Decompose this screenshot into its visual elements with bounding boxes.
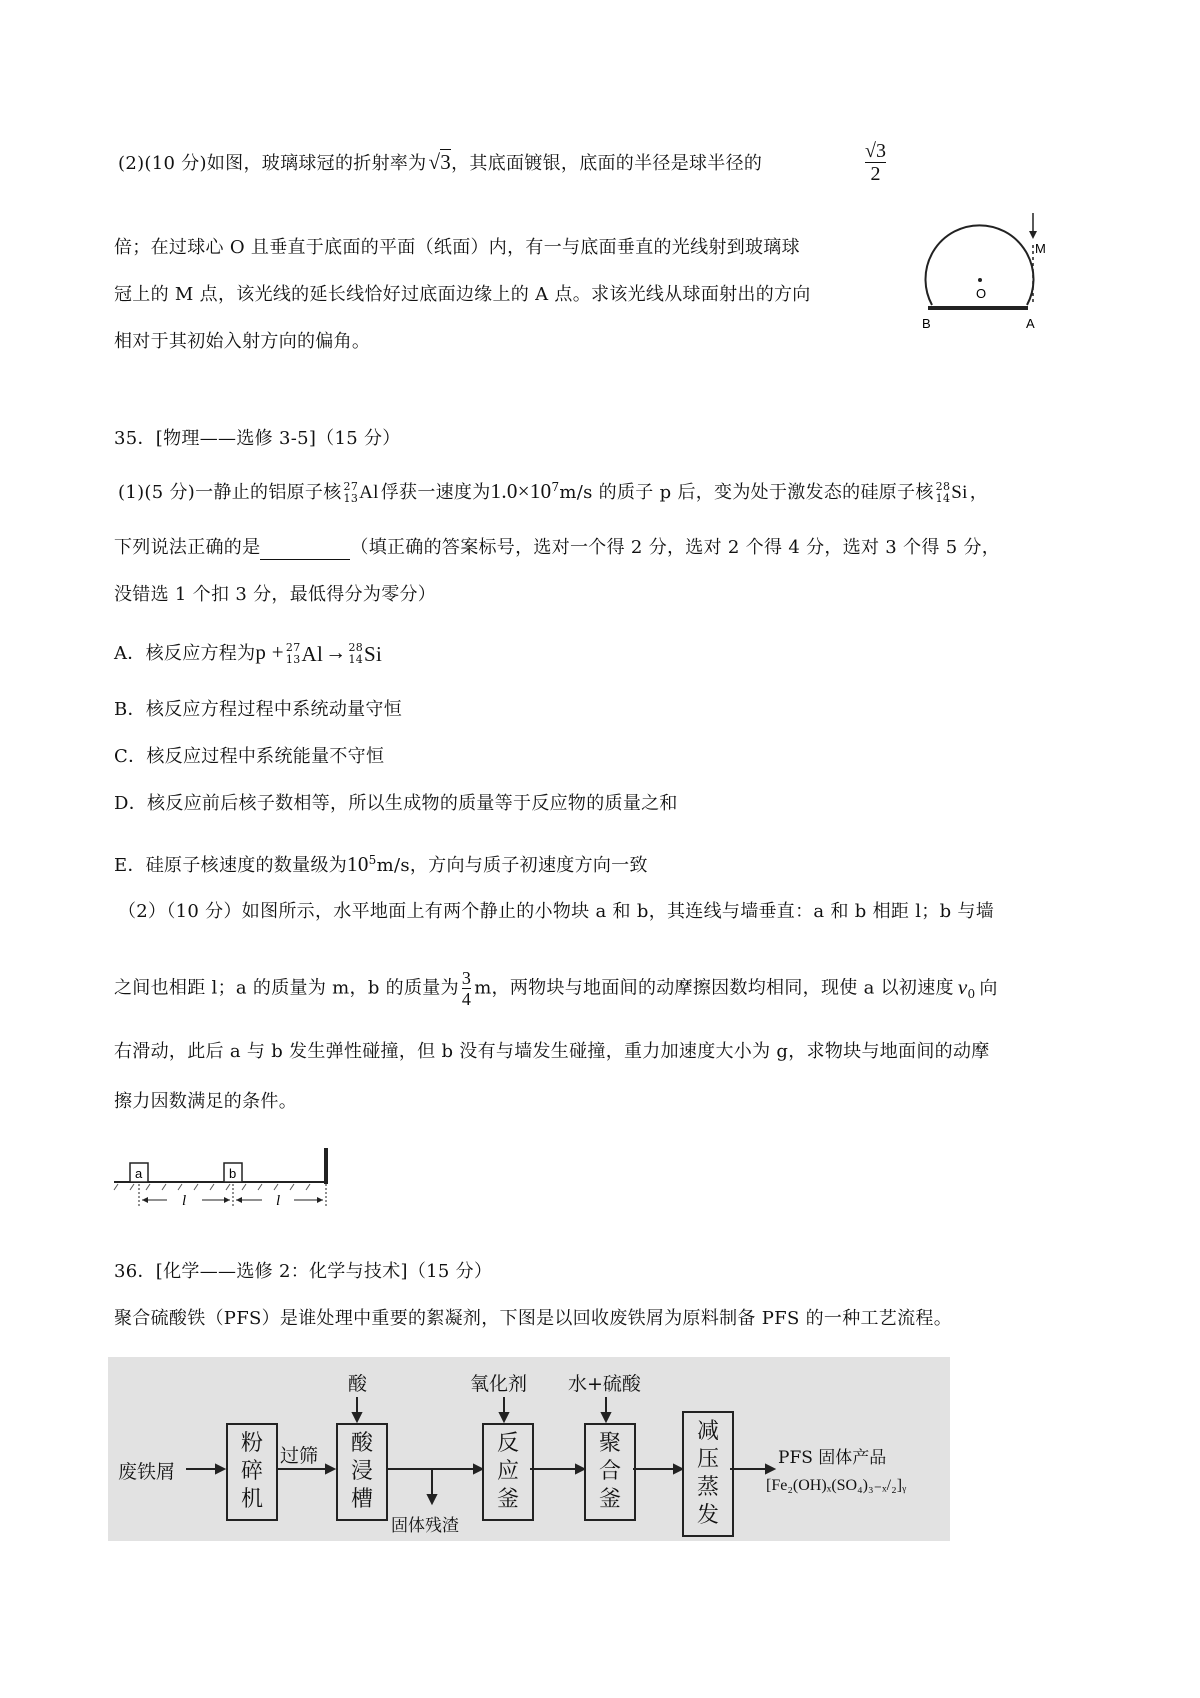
q35-p1-end: ， [969, 482, 989, 503]
q35-part2-line1: （2）（10 分）如图所示，水平地面上有两个静止的小物块 a 和 b，其连线与墙垂直：a 和 b 相距 l；b 与墙 [118, 901, 995, 922]
distance-l-2: l [276, 1193, 281, 1209]
q35-option-e [114, 848, 648, 878]
q35-part2-line4: 擦力因数满足的条件。 [114, 1091, 297, 1112]
q35-option-b: B．核反应方程过程中系统动量守恒 [114, 699, 403, 720]
option-a-si-charge: 14 [348, 653, 364, 666]
q35-p1-mid2: m/s 的质子 p 后，变为处于激发态的硅原子核 [559, 482, 934, 503]
reactor-char-2: 应 [496, 1459, 519, 1484]
speed-exponent: 7 [551, 480, 560, 494]
leach-char-3: 槽 [350, 1487, 373, 1512]
label-O: O [976, 286, 987, 301]
sqrt-3: √3 [428, 150, 452, 174]
poly-char-3: 釜 [598, 1487, 621, 1512]
q35-option-c: C．核反应过程中系统能量不守恒 [114, 746, 385, 767]
input-scrap-iron: 废铁屑 [118, 1461, 176, 1483]
water-sulfuric-acid-label: 水+硫酸 [568, 1373, 641, 1395]
label-B: B [922, 316, 931, 331]
q34-part2-line4: 相对于其初始入射方向的偏角。 [114, 331, 371, 352]
option-e-base: 10 [347, 852, 369, 876]
q34-part2-line3: 冠上的 M 点，该光线的延长线恰好过底面边缘上的 A 点。求该光线从球面射出的方向 [114, 284, 811, 305]
poly-char-1: 聚 [598, 1431, 621, 1456]
p2-line2-pre: 之间也相距 l；a 的质量为 m，b 的质量为 [114, 977, 459, 999]
label-A: A [1026, 316, 1035, 331]
v0-symbol: v [957, 974, 968, 999]
answer-blank[interactable] [260, 541, 350, 560]
evap-char-4: 发 [696, 1503, 719, 1528]
reaction-arrow: → [325, 640, 347, 664]
q35-part1-line2 [114, 536, 1000, 560]
al-nucleus [344, 481, 379, 505]
option-a-al [286, 642, 323, 666]
option-a-si [348, 642, 382, 666]
solid-residue-label: 固体残渣 [391, 1516, 459, 1536]
q35-line2-post: （填正确的答案标号，选对一个得 2 分，选对 2 个得 4 分，选对 3 个得 5 分， [350, 537, 1001, 558]
sqrt-radicand: 3 [440, 150, 452, 174]
reactor-char-1: 反 [496, 1431, 519, 1456]
poly-char-2: 合 [598, 1459, 621, 1484]
mass-fraction [462, 968, 471, 1009]
polymerization-kettle-box [584, 1423, 636, 1521]
option-a-text: A．核反应方程为 [114, 643, 256, 664]
distance-l-1: l [182, 1193, 187, 1209]
q35-heading: 35．[物理——选修 3-5]（15 分） [114, 428, 401, 449]
q35-line2-pre: 下列说法正确的是 [114, 537, 261, 558]
q34-part2-line2: 倍；在过球心 O 且垂直于底面的平面（纸面）内，有一与底面垂直的光线射到玻璃球 [114, 237, 800, 258]
q35-part1-line1 [118, 475, 988, 505]
option-a-si-symbol: Si [364, 642, 383, 666]
proton-speed: 1.0×10 [490, 479, 552, 503]
sieve-label: 过筛 [280, 1445, 319, 1467]
option-a-al-mass: 27 [285, 641, 301, 654]
si-symbol: Si [951, 482, 968, 503]
vacuum-evaporation-box [682, 1411, 734, 1537]
fraction-numerator: √3 [865, 140, 886, 162]
si-nucleus [936, 481, 968, 505]
mass-fraction-den: 4 [461, 989, 472, 1009]
si-mass-number: 28 [935, 480, 951, 493]
al-mass-number: 27 [343, 480, 359, 493]
q36-intro: 聚合硫酸铁（PFS）是谁处理中重要的絮凝剂，下图是以回收废铁屑为原料制备 PFS 的一种工艺流程。 [114, 1308, 953, 1329]
p2-line2-mid: m，两物块与地面间的动摩擦因数均相同，现使 a 以初速度 [474, 977, 954, 999]
option-a-al-charge: 13 [285, 653, 301, 666]
q35-part1-line3: 没错选 1 个扣 3 分，最低得分为零分） [114, 584, 437, 605]
al-charge-number: 13 [343, 492, 359, 505]
q34-part2-line1 [118, 150, 762, 176]
acid-leach-tank-box [336, 1423, 388, 1521]
q35-part2-line3: 右滑动，此后 a 与 b 发生弹性碰撞，但 b 没有与墙发生碰撞，重力加速度大小为 g，求物块与地面间的动摩 [114, 1041, 990, 1062]
option-e-post: m/s，方向与质子初速度方向一致 [376, 855, 648, 876]
leach-char-1: 酸 [350, 1431, 373, 1456]
blocks-wall-figure [112, 1148, 360, 1230]
evap-char-2: 压 [696, 1447, 719, 1472]
leach-char-2: 浸 [350, 1459, 373, 1484]
q34-text-mid: ，其底面镀银，底面的半径是球半径的 [451, 153, 763, 174]
pfs-process-flowchart [108, 1357, 950, 1541]
q34-radius-fraction [862, 140, 889, 185]
reactor-char-3: 釜 [496, 1487, 519, 1512]
q36-heading: 36．[化学——选修 2：化学与技术]（15 分） [114, 1261, 493, 1282]
evap-char-1: 减 [696, 1419, 719, 1444]
crusher-char-1: 粉 [240, 1431, 263, 1456]
pfs-formula: [Fe₂(OH)ₓ(SO₄)₃₋ₓ/₂]ᵧ [766, 1477, 907, 1494]
block-a-label: a [135, 1166, 143, 1181]
option-e-pre: E．硅原子核速度的数量级为 [114, 855, 348, 876]
crusher-box [226, 1423, 278, 1521]
q34-text-prefix: (2)(10 分)如图，玻璃球冠的折射率为 [118, 153, 427, 174]
option-e-exponent: 5 [368, 853, 377, 867]
si-charge-number: 14 [935, 492, 951, 505]
q35-part2-line2 [114, 968, 998, 1009]
block-b-label: b [229, 1166, 237, 1181]
option-a-al-symbol: Al [301, 642, 324, 666]
crusher-char-3: 机 [240, 1487, 263, 1512]
mass-fraction-num: 3 [461, 968, 472, 988]
p2-line2-end: 向 [979, 977, 998, 999]
q35-p1-prefix: (1)(5 分)一静止的铝原子核 [118, 482, 342, 503]
reactor-box [482, 1423, 534, 1521]
option-a-si-mass: 28 [348, 641, 364, 654]
v0-subscript: 0 [967, 987, 976, 1002]
evap-char-3: 蒸 [696, 1475, 719, 1500]
glass-sphere-cap-figure [920, 205, 1050, 335]
q35-option-d: D．核反应前后核子数相等，所以生成物的质量等于反应物的质量之和 [114, 793, 678, 814]
q35-option-a [114, 640, 384, 666]
acid-input-label: 酸 [348, 1373, 368, 1395]
label-M: M [1035, 241, 1046, 256]
fraction-denominator: 2 [870, 163, 881, 185]
q35-p1-mid: 俘获一速度为 [380, 482, 491, 503]
oxidizer-label: 氧化剂 [470, 1373, 528, 1395]
crusher-char-2: 碎 [240, 1459, 263, 1484]
option-a-proton: p + [255, 640, 284, 664]
pfs-product-label: PFS 固体产品 [778, 1448, 887, 1468]
al-symbol: Al [359, 482, 379, 503]
